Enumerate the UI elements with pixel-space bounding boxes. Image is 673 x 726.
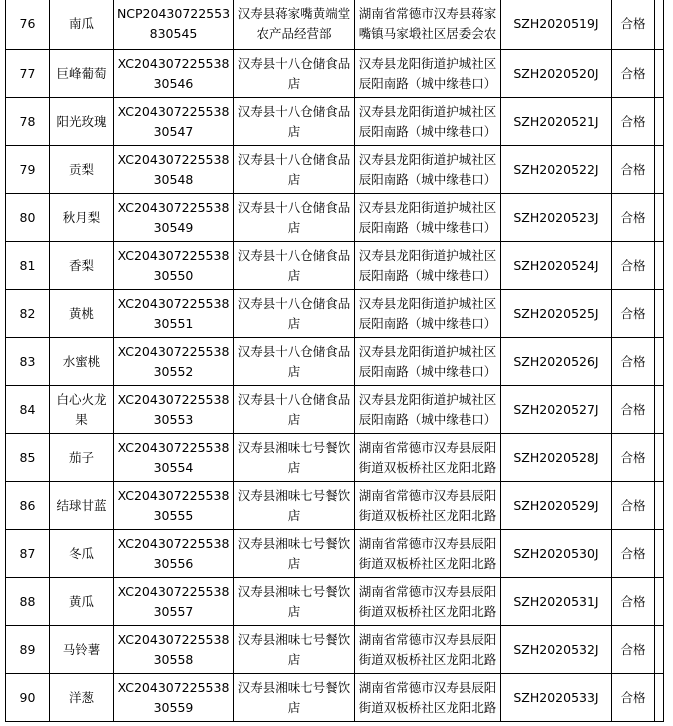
row-number: 81 bbox=[6, 242, 50, 290]
report-number: SZH2020524J bbox=[501, 242, 612, 290]
inspection-result: 合格 bbox=[612, 146, 655, 194]
company-address: 汉寿县龙阳街道护城社区辰阳南路（城中缘巷口） bbox=[355, 146, 501, 194]
sample-number bbox=[114, 674, 234, 722]
product-name: 马铃薯 bbox=[50, 626, 114, 674]
sample-number bbox=[114, 434, 234, 482]
table-row bbox=[6, 386, 664, 434]
row-number: 82 bbox=[6, 290, 50, 338]
sample-number bbox=[114, 578, 234, 626]
edge-column bbox=[655, 482, 664, 530]
sample-number-line1: XC204307225538 bbox=[117, 55, 230, 71]
inspection-result: 合格 bbox=[612, 434, 655, 482]
company-address: 湖南省常德市汉寿县辰阳街道双板桥社区龙阳北路 bbox=[355, 530, 501, 578]
inspection-result: 合格 bbox=[612, 194, 655, 242]
table-row bbox=[6, 626, 664, 674]
sampled-company: 汉寿县十八仓储食品店 bbox=[234, 98, 355, 146]
inspection-result: 合格 bbox=[612, 674, 655, 722]
company-address: 汉寿县龙阳街道护城社区辰阳南路（城中缘巷口） bbox=[355, 50, 501, 98]
table-row bbox=[6, 0, 664, 50]
edge-column bbox=[655, 338, 664, 386]
company-address: 湖南省常德市汉寿县辰阳街道双板桥社区龙阳北路 bbox=[355, 482, 501, 530]
company-address: 汉寿县龙阳街道护城社区辰阳南路（城中缘巷口） bbox=[355, 98, 501, 146]
row-number: 77 bbox=[6, 50, 50, 98]
sampled-company: 汉寿县十八仓储食品店 bbox=[234, 338, 355, 386]
product-name: 茄子 bbox=[50, 434, 114, 482]
sample-number-line1: XC204307225538 bbox=[117, 583, 230, 599]
row-number: 76 bbox=[6, 0, 50, 50]
sample-number-line1: XC204307225538 bbox=[117, 439, 230, 455]
sample-number bbox=[114, 530, 234, 578]
edge-column bbox=[655, 0, 664, 50]
sampled-company: 汉寿县十八仓储食品店 bbox=[234, 242, 355, 290]
sample-number bbox=[114, 0, 234, 50]
report-number: SZH2020521J bbox=[501, 98, 612, 146]
sample-number-line2: 30547 bbox=[153, 123, 194, 139]
product-name: 黄桃 bbox=[50, 290, 114, 338]
report-number: SZH2020530J bbox=[501, 530, 612, 578]
sample-number bbox=[114, 386, 234, 434]
company-address: 汉寿县龙阳街道护城社区辰阳南路（城中缘巷口） bbox=[355, 194, 501, 242]
product-name: 香梨 bbox=[50, 242, 114, 290]
sample-number bbox=[114, 338, 234, 386]
report-number: SZH2020531J bbox=[501, 578, 612, 626]
company-address: 汉寿县龙阳街道护城社区辰阳南路（城中缘巷口） bbox=[355, 242, 501, 290]
inspection-result: 合格 bbox=[612, 98, 655, 146]
sample-number bbox=[114, 98, 234, 146]
edge-column bbox=[655, 194, 664, 242]
row-number: 88 bbox=[6, 578, 50, 626]
edge-column bbox=[655, 386, 664, 434]
inspection-result: 合格 bbox=[612, 482, 655, 530]
report-number: SZH2020528J bbox=[501, 434, 612, 482]
inspection-result: 合格 bbox=[612, 0, 655, 50]
table-row bbox=[6, 434, 664, 482]
row-number: 89 bbox=[6, 626, 50, 674]
sample-number-line2: 830545 bbox=[149, 26, 198, 41]
product-name: 黄瓜 bbox=[50, 578, 114, 626]
row-number: 83 bbox=[6, 338, 50, 386]
sampled-company: 汉寿县蒋家嘴黄端堂农产品经营部 bbox=[234, 0, 355, 50]
sampled-company: 汉寿县湘味七号餐饮店 bbox=[234, 674, 355, 722]
sampled-company: 汉寿县湘味七号餐饮店 bbox=[234, 434, 355, 482]
product-name: 秋月梨 bbox=[50, 194, 114, 242]
row-number: 80 bbox=[6, 194, 50, 242]
inspection-result: 合格 bbox=[612, 50, 655, 98]
sample-number bbox=[114, 242, 234, 290]
report-number: SZH2020532J bbox=[501, 626, 612, 674]
edge-column bbox=[655, 434, 664, 482]
row-number: 90 bbox=[6, 674, 50, 722]
sample-number-line2: 30555 bbox=[153, 507, 194, 523]
table-body bbox=[6, 0, 664, 722]
sampled-company: 汉寿县湘味七号餐饮店 bbox=[234, 482, 355, 530]
sample-number-line1: XC204307225538 bbox=[117, 343, 230, 359]
sampled-company: 汉寿县十八仓储食品店 bbox=[234, 50, 355, 98]
sampled-company: 汉寿县湘味七号餐饮店 bbox=[234, 578, 355, 626]
table-row bbox=[6, 290, 664, 338]
sample-number-line2: 30559 bbox=[153, 699, 194, 715]
report-number: SZH2020533J bbox=[501, 674, 612, 722]
sample-number-line2: 30546 bbox=[153, 75, 194, 91]
inspection-result: 合格 bbox=[612, 290, 655, 338]
product-name: 阳光玫瑰 bbox=[50, 98, 114, 146]
sample-number-line2: 30548 bbox=[153, 171, 194, 187]
table-row bbox=[6, 242, 664, 290]
product-name: 贡梨 bbox=[50, 146, 114, 194]
company-address: 湖南省常德市汉寿县辰阳街道双板桥社区龙阳北路 bbox=[355, 626, 501, 674]
row-number: 78 bbox=[6, 98, 50, 146]
company-address: 汉寿县龙阳街道护城社区辰阳南路（城中缘巷口） bbox=[355, 386, 501, 434]
report-number: SZH2020523J bbox=[501, 194, 612, 242]
sample-number bbox=[114, 626, 234, 674]
product-name: 白心火龙果 bbox=[50, 386, 114, 434]
sample-number-line1: XC204307225538 bbox=[117, 151, 230, 167]
sample-number-line2: 30550 bbox=[153, 267, 194, 283]
row-number: 85 bbox=[6, 434, 50, 482]
company-address: 汉寿县龙阳街道护城社区辰阳南路（城中缘巷口） bbox=[355, 338, 501, 386]
table-row bbox=[6, 578, 664, 626]
edge-column bbox=[655, 242, 664, 290]
sample-number-line2: 30553 bbox=[153, 411, 194, 427]
company-address: 湖南省常德市汉寿县辰阳街道双板桥社区龙阳北路 bbox=[355, 434, 501, 482]
sample-number-line1: XC204307225538 bbox=[117, 679, 230, 695]
company-address: 汉寿县龙阳街道护城社区辰阳南路（城中缘巷口） bbox=[355, 290, 501, 338]
edge-column bbox=[655, 674, 664, 722]
inspection-result: 合格 bbox=[612, 338, 655, 386]
report-number: SZH2020527J bbox=[501, 386, 612, 434]
report-number: SZH2020520J bbox=[501, 50, 612, 98]
sample-number-line1: XC204307225538 bbox=[117, 487, 230, 503]
sample-number-line2: 30549 bbox=[153, 219, 194, 235]
company-address: 湖南省常德市汉寿县辰阳街道双板桥社区龙阳北路 bbox=[355, 578, 501, 626]
sampled-company: 汉寿县十八仓储食品店 bbox=[234, 146, 355, 194]
edge-column bbox=[655, 146, 664, 194]
edge-column bbox=[655, 290, 664, 338]
edge-column bbox=[655, 530, 664, 578]
edge-column bbox=[655, 578, 664, 626]
table-row bbox=[6, 50, 664, 98]
sample-number-line1: XC204307225538 bbox=[117, 535, 230, 551]
sample-number bbox=[114, 146, 234, 194]
table-row bbox=[6, 338, 664, 386]
sample-number-line2: 30554 bbox=[153, 459, 194, 475]
row-number: 84 bbox=[6, 386, 50, 434]
sampled-company: 汉寿县十八仓储食品店 bbox=[234, 290, 355, 338]
product-name: 巨峰葡萄 bbox=[50, 50, 114, 98]
product-name: 冬瓜 bbox=[50, 530, 114, 578]
sampled-company: 汉寿县湘味七号餐饮店 bbox=[234, 626, 355, 674]
sampled-company: 汉寿县十八仓储食品店 bbox=[234, 194, 355, 242]
report-number: SZH2020526J bbox=[501, 338, 612, 386]
report-number: SZH2020522J bbox=[501, 146, 612, 194]
table-row bbox=[6, 98, 664, 146]
row-number: 86 bbox=[6, 482, 50, 530]
inspection-result: 合格 bbox=[612, 626, 655, 674]
report-number: SZH2020525J bbox=[501, 290, 612, 338]
table-row bbox=[6, 482, 664, 530]
product-name: 结球甘蓝 bbox=[50, 482, 114, 530]
row-number: 87 bbox=[6, 530, 50, 578]
inspection-result: 合格 bbox=[612, 578, 655, 626]
product-name: 南瓜 bbox=[50, 0, 114, 50]
sample-number-line1: NCP20430722553 bbox=[116, 6, 231, 21]
report-number: SZH2020529J bbox=[501, 482, 612, 530]
inspection-result: 合格 bbox=[612, 386, 655, 434]
sample-number-line1: XC204307225538 bbox=[117, 391, 230, 407]
sample-number-line2: 30558 bbox=[153, 651, 194, 667]
sample-number-line1: XC204307225538 bbox=[117, 295, 230, 311]
sampled-company: 汉寿县湘味七号餐饮店 bbox=[234, 530, 355, 578]
inspection-table bbox=[5, 0, 664, 722]
sample-number-line2: 30557 bbox=[153, 603, 194, 619]
table-row bbox=[6, 530, 664, 578]
edge-column bbox=[655, 626, 664, 674]
sample-number bbox=[114, 194, 234, 242]
sample-number-line2: 30556 bbox=[153, 555, 194, 571]
sample-number-line1: XC204307225538 bbox=[117, 631, 230, 647]
sample-number bbox=[114, 290, 234, 338]
company-address: 湖南省常德市汉寿县辰阳街道双板桥社区龙阳北路 bbox=[355, 674, 501, 722]
sample-number-line1: XC204307225538 bbox=[117, 103, 230, 119]
sample-number-line1: XC204307225538 bbox=[117, 247, 230, 263]
sampled-company: 汉寿县十八仓储食品店 bbox=[234, 386, 355, 434]
product-name: 水蜜桃 bbox=[50, 338, 114, 386]
sample-number bbox=[114, 482, 234, 530]
sample-number bbox=[114, 50, 234, 98]
edge-column bbox=[655, 50, 664, 98]
sample-number-line2: 30551 bbox=[153, 315, 194, 331]
report-number: SZH2020519J bbox=[501, 0, 612, 50]
sample-number-line2: 30552 bbox=[153, 363, 194, 379]
table-row bbox=[6, 146, 664, 194]
table-row bbox=[6, 194, 664, 242]
inspection-result: 合格 bbox=[612, 530, 655, 578]
company-address: 湖南省常德市汉寿县蒋家嘴镇马家塅社区居委会农 bbox=[355, 0, 501, 50]
table-row bbox=[6, 674, 664, 722]
product-name: 洋葱 bbox=[50, 674, 114, 722]
row-number: 79 bbox=[6, 146, 50, 194]
sample-number-line1: XC204307225538 bbox=[117, 199, 230, 215]
edge-column bbox=[655, 98, 664, 146]
inspection-result: 合格 bbox=[612, 242, 655, 290]
